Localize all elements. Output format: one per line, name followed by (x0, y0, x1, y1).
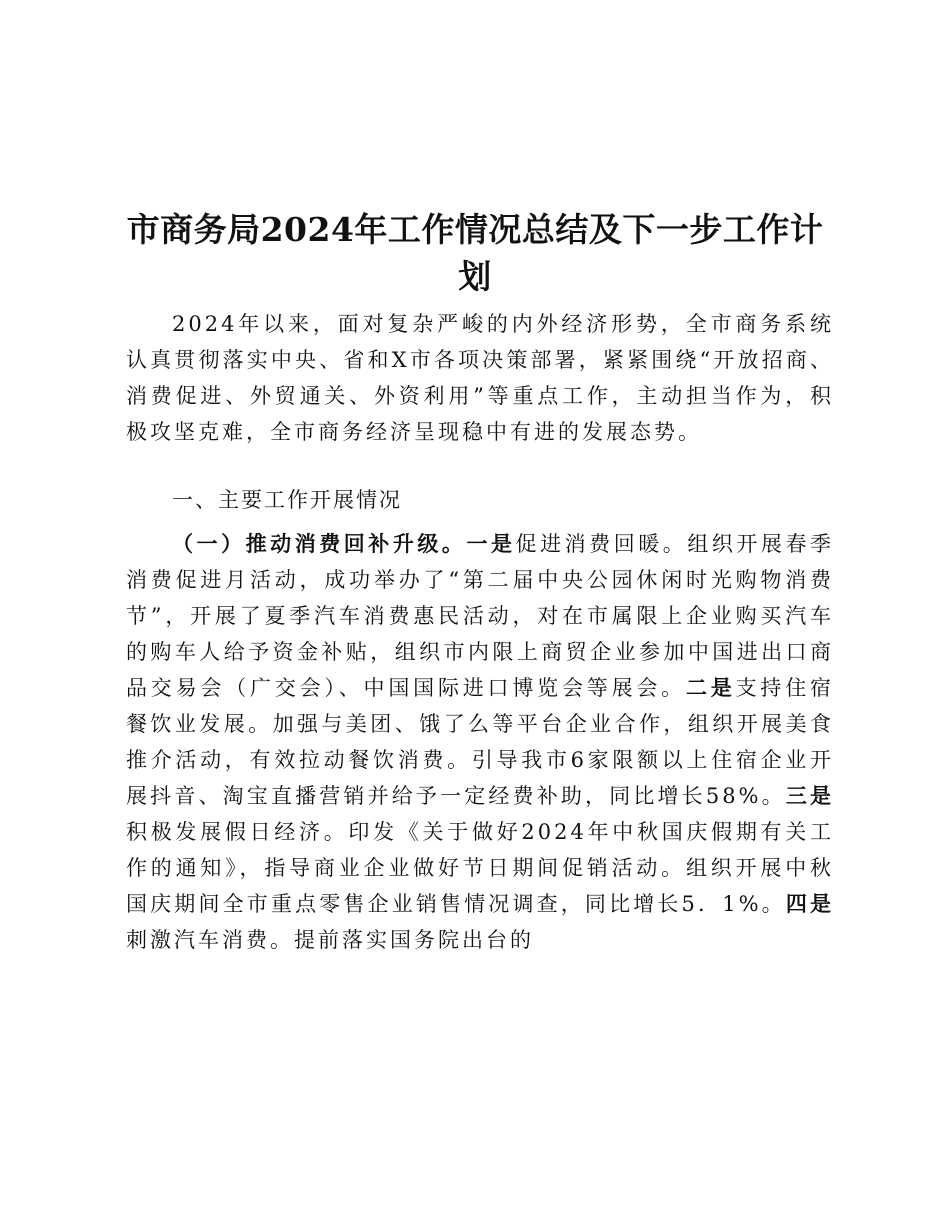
point-label: 一是 (466, 531, 516, 556)
point-text: 支持住宿餐饮业发展。加强与美团、饿了么等平台企业合作，组织开展美食推介活动，有效拉动餐饮消费。引导我市6家限额以上住宿企业开展抖音、淘宝直播营销并给予一定经费补助，同比增长58%。 (126, 676, 835, 808)
point-text: 促进消费回暖。组织开展春季消费促进月活动，成功举办了“第二届中央公园休闲时光购物消费节”，开展了夏季汽车消费惠民活动，对在市属限上企业购买汽车的购车人给予资金补贴，组织市内限上商贸企业参加中国进出口商品交易会（广交会）、中国国际进口博览会等展会。 (126, 532, 835, 700)
point-text: 刺激汽车消费。提前落实国务院出台的 (126, 928, 534, 952)
point-label: 二是 (685, 675, 736, 700)
intro-paragraph: 2024年以来，面对复杂严峻的内外经济形势，全市商务系统认真贯彻落实中央、省和X市各项决策部署，紧紧围绕“开放招商、消费促进、外贸通关、外资利用”等重点工作，主动担当作为，积极攻坚克难，全市商务经济呈现稳中有进的发展态势。 (126, 312, 834, 444)
section-heading: 一、主要工作开展情况 (172, 488, 402, 512)
point-text: 积极发展假日经济。印发《关于做好2024年中秋国庆假期有关工作的通知》，指导商业企业做好节日期间促销活动。组织开展中秋国庆期间全市重点零售企业销售情况调查，同比增长5．1%。 (126, 820, 834, 916)
section-paragraph (126, 526, 834, 958)
point-label: 四是 (785, 891, 834, 916)
point-label: 三是 (785, 783, 834, 808)
subsection-heading: （一）推动消费回补升级。 (172, 531, 467, 556)
document-title: 市商务局2024年工作情况总结及下一步工作计划 (126, 210, 824, 296)
